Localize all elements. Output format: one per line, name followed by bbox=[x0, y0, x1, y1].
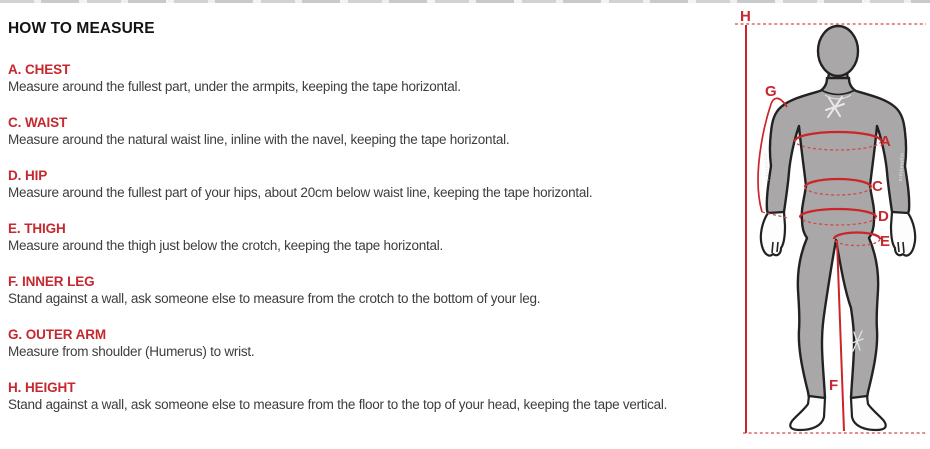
section-description: Measure around the fullest part of your hips, about 20cm below waist line, keeping the tape horizontal. bbox=[8, 185, 593, 200]
label-outer-arm: G bbox=[765, 83, 777, 100]
label-height: H bbox=[740, 8, 751, 25]
head bbox=[818, 26, 858, 76]
label-inner-leg: F bbox=[829, 377, 839, 394]
section-heading: D. HIP bbox=[8, 168, 48, 183]
section-inner-leg bbox=[8, 273, 680, 307]
label-hip: D bbox=[878, 208, 889, 225]
left-foot bbox=[790, 396, 825, 430]
section-heading: A. CHEST bbox=[8, 62, 71, 77]
measure-instructions bbox=[8, 61, 680, 432]
section-description: Stand against a wall, ask someone else to measure from the floor to the top of your head, keeping the tape vertical. bbox=[8, 397, 668, 412]
section-heading: H. HEIGHT bbox=[8, 380, 76, 395]
section-height bbox=[8, 379, 680, 413]
label-thigh: E bbox=[880, 233, 891, 250]
right-arm-brand-text: alpinestars bbox=[897, 152, 905, 182]
body-measurement-diagram bbox=[728, 0, 930, 449]
section-waist bbox=[8, 114, 680, 148]
section-heading: C. WAIST bbox=[8, 115, 68, 130]
right-foot bbox=[851, 396, 886, 430]
label-waist: C bbox=[872, 178, 883, 195]
section-chest bbox=[8, 61, 680, 95]
section-heading: E. THIGH bbox=[8, 221, 66, 236]
section-description: Measure around the fullest part, under the armpits, keeping the tape horizontal. bbox=[8, 79, 461, 94]
section-outer-arm bbox=[8, 326, 680, 360]
page-title: HOW TO MEASURE bbox=[8, 20, 155, 37]
section-description: Measure from shoulder (Humerus) to wrist. bbox=[8, 344, 255, 359]
label-chest: A bbox=[880, 133, 891, 150]
left-arm-brand-text: alpinestars bbox=[762, 152, 770, 182]
section-heading: G. OUTER ARM bbox=[8, 327, 107, 342]
section-description: Measure around the natural waist line, inline with the navel, keeping the tape horizontal. bbox=[8, 132, 510, 147]
body-figure bbox=[761, 26, 915, 430]
section-thigh bbox=[8, 220, 680, 254]
section-description: Stand against a wall, ask someone else to measure from the crotch to the bottom of your leg. bbox=[8, 291, 541, 306]
section-description: Measure around the thigh just below the crotch, keeping the tape horizontal. bbox=[8, 238, 444, 253]
section-hip bbox=[8, 167, 680, 201]
section-heading: F. INNER LEG bbox=[8, 274, 95, 289]
